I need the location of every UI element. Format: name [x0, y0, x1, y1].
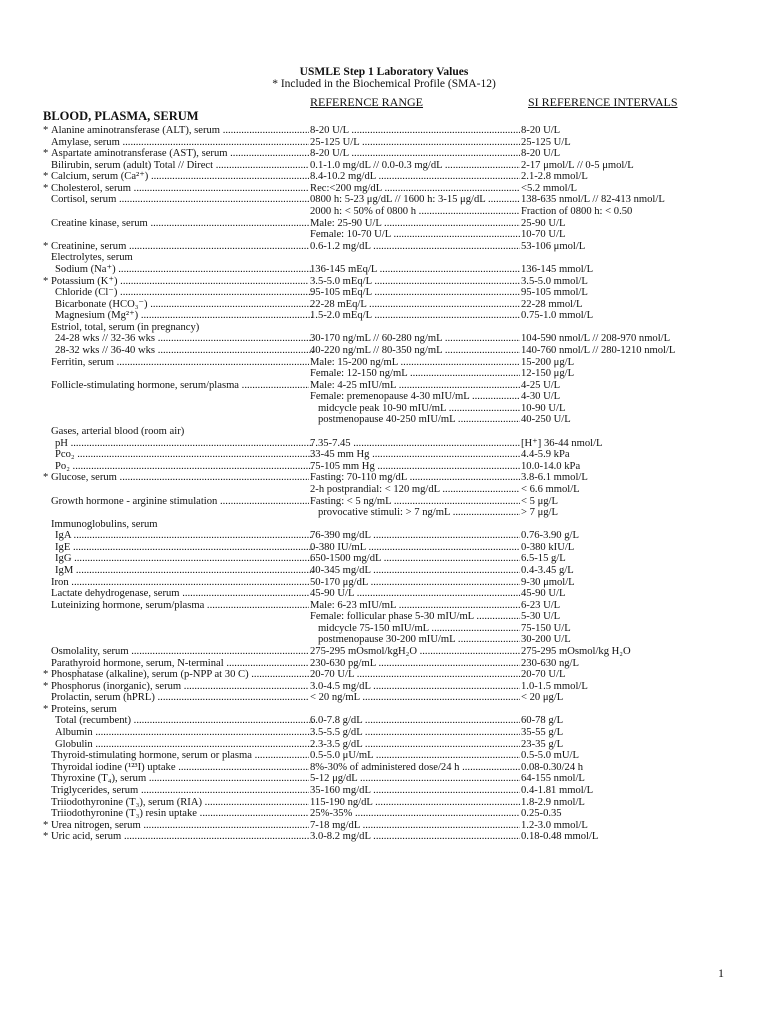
test-name: Triiodothyronine (T₃), serum (RIA) ..... [51, 797, 309, 809]
reference-range: 0.6-1.2 mg/dL ..... [310, 241, 520, 253]
reference-range: 7.35-7.45 ..... [310, 438, 520, 450]
reference-range: 33-45 mm Hg ..... [310, 449, 520, 461]
reference-range: 650-1500 mg/dL ..... [310, 553, 520, 565]
test-name: Ferritin, serum ..... [51, 357, 309, 369]
si-reference-interval: 5-30 U/L [521, 611, 561, 623]
test-name: Amylase, serum ..... [51, 137, 309, 149]
reference-range: 2-h postprandial: < 120 mg/dL ..... [310, 484, 520, 496]
si-reference-interval: < 6.6 mmol/L [521, 483, 580, 495]
test-name: Total (recumbent) ..... [51, 715, 313, 727]
table-row [0, 669, 768, 681]
table-row [0, 553, 768, 565]
reference-range: 8-20 U/L ..... [310, 125, 520, 137]
si-reference-interval: 25-90 U/L [521, 217, 566, 229]
reference-range: 25%-35% ..... [310, 808, 520, 820]
reference-range: 7-18 mg/dL ..... [310, 820, 520, 832]
si-reference-interval: 0.75-1.0 mmol/L [521, 310, 594, 322]
table-row [0, 773, 768, 785]
table-row [0, 449, 768, 461]
table-row [0, 519, 768, 531]
si-reference-interval: < 5 μg/L [521, 495, 558, 507]
reference-range-header: REFERENCE RANGE [310, 95, 424, 109]
test-name: Po₂ ..... [51, 461, 313, 473]
sma12-marker: * [43, 182, 49, 194]
si-reference-interval: 53-106 μmol/L [521, 240, 586, 252]
si-reference-interval: 4.4-5.9 kPa [521, 449, 570, 461]
test-name: Bilirubin, serum (adult) Total // Direct ..... [51, 160, 309, 172]
si-reference-interval: 0.08-0.30/24 h [521, 761, 584, 773]
si-reference-interval: 12-150 μg/L [521, 368, 575, 380]
reference-range: Male: 15-200 ng/mL ..... [310, 357, 520, 369]
reference-range: 75-105 mm Hg ..... [310, 461, 520, 473]
table-row [0, 403, 768, 415]
test-name: 24-28 wks // 32-36 wks ..... [51, 333, 313, 345]
reference-range: Male: 6-23 mIU/mL ..... [310, 600, 520, 612]
reference-range: 136-145 mEq/L ..... [310, 264, 520, 276]
test-name: Phosphatase (alkaline), serum (p-NPP at 30 C) ..... [51, 669, 309, 681]
reference-range: 40-220 ng/mL // 80-350 ng/mL ..... [310, 345, 520, 357]
table-row [0, 496, 768, 508]
test-name: Sodium (Na⁺) ..... [51, 264, 313, 276]
si-reference-interval: 22-28 mmol/L [521, 298, 583, 310]
test-name: 28-32 wks // 36-40 wks ..... [51, 345, 313, 357]
si-reference-interval: Fraction of 0800 h: < 0.50 [521, 206, 633, 218]
reference-range: 3.5-5.0 mEq/L ..... [310, 276, 520, 288]
sma12-marker: * [43, 171, 49, 183]
reference-range: 35-160 mg/dL ..... [310, 785, 520, 797]
sma12-marker: * [43, 831, 49, 843]
table-row [0, 333, 768, 345]
si-reference-interval: 2-17 μmol/L // 0-5 μmol/L [521, 159, 634, 171]
si-reference-interval: 138-635 nmol/L // 82-413 nmol/L [521, 194, 665, 206]
si-reference-interval: < 20 μg/L [521, 692, 564, 704]
reference-range: 0-380 IU/mL ..... [310, 542, 520, 554]
table-row [0, 322, 768, 334]
table-row [0, 634, 768, 646]
test-name: Estriol, total, serum (in pregnancy) [51, 321, 200, 333]
si-reference-interval: 40-250 U/L [521, 414, 571, 426]
reference-range: midcycle peak 10-90 mIU/mL ..... [310, 403, 520, 415]
reference-range: 30-170 ng/mL // 60-280 ng/mL ..... [310, 333, 520, 345]
reference-range: 0.1-1.0 mg/dL // 0.0-0.3 mg/dL ..... [310, 160, 520, 172]
test-name: Proteins, serum [51, 703, 117, 715]
test-name: Globulin ..... [51, 739, 313, 751]
test-name: Thyroxine (T₄), serum ..... [51, 773, 309, 785]
sma12-marker: * [43, 125, 49, 136]
test-name: Thyroidal iodine (¹²³I) uptake ..... [51, 762, 309, 774]
table-row [0, 438, 768, 450]
sma12-marker: * [43, 275, 49, 287]
si-reference-interval: 0.4-1.81 mmol/L [521, 784, 594, 796]
si-reference-interval: 4-30 U/L [521, 391, 561, 403]
reference-range: 275-295 mOsmol/kgH₂O ..... [310, 646, 520, 658]
reference-range: 115-190 ng/dL ..... [310, 797, 520, 809]
si-reference-interval: 45-90 U/L [521, 588, 566, 600]
table-row [0, 507, 768, 519]
si-reference-interval: <5.2 mmol/L [521, 182, 577, 194]
si-reference-interval: 30-200 U/L [521, 634, 571, 646]
table-row [0, 287, 768, 299]
table-row [0, 820, 768, 832]
reference-range: Male: 4-25 mIU/mL ..... [310, 380, 520, 392]
test-name: IgG ..... [51, 553, 313, 565]
test-name: Albumin ..... [51, 727, 313, 739]
si-reference-interval: 15-200 μg/L [521, 356, 575, 368]
table-row [0, 646, 768, 658]
reference-range: Rec:<200 mg/dL ..... [310, 183, 520, 195]
test-name: Prolactin, serum (hPRL) ..... [51, 692, 309, 704]
si-reference-interval: 0-380 kIU/L [521, 541, 575, 553]
test-name: Pco₂ ..... [51, 449, 313, 461]
test-name: IgM ..... [51, 565, 313, 577]
si-reference-interval: > 7 μg/L [521, 507, 558, 519]
si-reference-interval: 140-760 nmol/L // 280-1210 nmol/L [521, 344, 676, 356]
si-reference-interval: 10-90 U/L [521, 402, 566, 414]
si-reference-interval: 35-55 g/L [521, 727, 564, 739]
si-reference-interval: 275-295 mOsmol/kg H₂O [521, 646, 631, 658]
reference-range: 20-70 U/L ..... [310, 669, 520, 681]
si-reference-interval: 10-70 U/L [521, 229, 566, 241]
table-row [0, 727, 768, 739]
table-row [0, 148, 768, 160]
table-row [0, 380, 768, 392]
si-reference-interval: 230-630 ng/L [521, 657, 579, 669]
reference-range: provocative stimuli: > 7 ng/mL ..... [310, 507, 520, 519]
table-row [0, 785, 768, 797]
table-row [0, 391, 768, 403]
test-name: Thyroid-stimulating hormone, serum or plasma ..... [51, 750, 309, 762]
table-row [0, 252, 768, 264]
test-name: Luteinizing hormone, serum/plasma ..... [51, 600, 309, 612]
table-row [0, 588, 768, 600]
table-row [0, 681, 768, 693]
table-row [0, 357, 768, 369]
reference-range: Male: 25-90 U/L ..... [310, 218, 520, 230]
test-name: Osmolality, serum ..... [51, 646, 309, 658]
reference-range: Female: 12-150 ng/mL ..... [310, 368, 520, 380]
si-reference-interval: 1.2-3.0 mmol/L [521, 819, 588, 831]
table-row [0, 704, 768, 716]
table-row [0, 229, 768, 241]
si-reference-interval: 60-78 g/L [521, 715, 564, 727]
test-name: Triglycerides, serum ..... [51, 785, 309, 797]
reference-range: postmenopause 30-200 mIU/mL ..... [310, 634, 520, 646]
test-name: Uric acid, serum ..... [51, 831, 309, 843]
reference-range: Female: follicular phase 5-30 mIU/mL ..... [310, 611, 520, 623]
table-row [0, 194, 768, 206]
test-name: Growth hormone - arginine stimulation ..... [51, 496, 309, 508]
table-row [0, 461, 768, 473]
si-reference-interval: [H⁺] 36-44 nmol/L [521, 437, 603, 449]
test-name: Electrolytes, serum [51, 252, 133, 264]
reference-range: 0.5-5.0 μU/mL ..... [310, 750, 520, 762]
si-reference-interval: 6-23 U/L [521, 599, 561, 611]
si-reference-interval: 104-590 nmol/L // 208-970 nmol/L [521, 333, 671, 345]
reference-range: 76-390 mg/dL ..... [310, 530, 520, 542]
sma12-marker: * [43, 472, 49, 484]
page-subtitle: * Included in the Biochemical Profile (SMA-12) [272, 78, 496, 90]
reference-range: 3.0-4.5 mg/dL ..... [310, 681, 520, 693]
table-row [0, 171, 768, 183]
table-row [0, 692, 768, 704]
sma12-marker: * [43, 669, 49, 681]
table-row [0, 160, 768, 172]
table-row [0, 530, 768, 542]
lab-values-table [0, 125, 768, 843]
test-name: Potassium (K⁺) ..... [51, 276, 309, 288]
si-reference-interval: 0.5-5.0 mU/L [521, 750, 579, 762]
table-row [0, 368, 768, 380]
test-name: IgE ..... [51, 542, 313, 554]
table-row [0, 542, 768, 554]
test-name: Cholesterol, serum ..... [51, 183, 309, 195]
reference-range: 2000 h: < 50% of 0800 h ..... [310, 206, 520, 218]
test-name: Calcium, serum (Ca²⁺) ..... [51, 171, 309, 183]
table-row [0, 241, 768, 253]
table-row [0, 484, 768, 496]
table-row [0, 623, 768, 635]
test-name: Cortisol, serum ..... [51, 194, 309, 206]
si-reference-interval: 23-35 g/L [521, 738, 564, 750]
reference-range: 230-630 pg/mL ..... [310, 658, 520, 670]
test-name: pH ..... [51, 438, 313, 450]
sma12-marker: * [43, 148, 49, 160]
test-name: Aspartate aminotransferase (AST), serum ..... [51, 148, 309, 160]
reference-range: < 20 ng/mL ..... [310, 692, 520, 704]
reference-range: Fasting: 70-110 mg/dL ..... [310, 472, 520, 484]
section-heading: BLOOD, PLASMA, SERUM [43, 109, 199, 123]
table-row [0, 831, 768, 843]
test-name: Creatinine, serum ..... [51, 241, 309, 253]
table-row [0, 600, 768, 612]
si-reference-interval: 0.76-3.90 g/L [521, 530, 579, 542]
test-name: Glucose, serum ..... [51, 472, 309, 484]
si-reference-interval: 3.8-6.1 mmol/L [521, 472, 588, 484]
table-row [0, 310, 768, 322]
table-row [0, 345, 768, 357]
test-name: Triiodothyronine (T₃) resin uptake ..... [51, 808, 309, 820]
si-reference-interval: 0.4-3.45 g/L [521, 564, 574, 576]
table-row [0, 426, 768, 438]
reference-range: 8.4-10.2 mg/dL ..... [310, 171, 520, 183]
reference-range: Fasting: < 5 ng/mL ..... [310, 496, 520, 508]
si-reference-interval: 2.1-2.8 mmol/L [521, 171, 588, 183]
sma12-marker: * [43, 703, 49, 715]
page-title: USMLE Step 1 Laboratory Values [299, 66, 469, 78]
table-row [0, 797, 768, 809]
test-name: Immunoglobulins, serum [51, 518, 158, 530]
si-reference-interval: 1.8-2.9 nmol/L [521, 796, 585, 808]
test-name: Urea nitrogen, serum ..... [51, 820, 309, 832]
table-row [0, 137, 768, 149]
si-reference-interval: 136-145 mmol/L [521, 263, 594, 275]
table-row [0, 715, 768, 727]
reference-range: 1.5-2.0 mEq/L ..... [310, 310, 520, 322]
si-reference-interval: 20-70 U/L [521, 669, 566, 681]
table-row [0, 299, 768, 311]
reference-range: 6.0-7.8 g/dL ..... [310, 715, 520, 727]
table-row [0, 750, 768, 762]
reference-range: midcycle 75-150 mIU/mL ..... [310, 623, 520, 635]
reference-range: Female: 10-70 U/L ..... [310, 229, 520, 241]
si-reference-interval: 95-105 mmol/L [521, 287, 588, 299]
table-row [0, 762, 768, 774]
reference-range: 40-345 mg/dL ..... [310, 565, 520, 577]
si-reference-interval: 8-20 U/L [521, 148, 561, 160]
test-name: Magnesium (Mg²⁺) ..... [51, 310, 313, 322]
test-name: IgA ..... [51, 530, 313, 542]
si-reference-interval: 0.25-0.35 [521, 808, 562, 820]
reference-range: 2.3-3.5 g/dL ..... [310, 739, 520, 751]
test-name: Lactate dehydrogenase, serum ..... [51, 588, 309, 600]
reference-range: 3.5-5.5 g/dL ..... [310, 727, 520, 739]
reference-range: 8%-30% of administered dose/24 h ..... [310, 762, 520, 774]
test-name: Phosphorus (inorganic), serum ..... [51, 681, 309, 693]
test-name: Creatine kinase, serum ..... [51, 218, 309, 230]
table-row [0, 658, 768, 670]
test-name: Bicarbonate (HCO₃⁻) ..... [51, 299, 313, 311]
sma12-marker: * [43, 680, 49, 692]
si-reference-interval: 8-20 U/L [521, 125, 561, 136]
table-row [0, 577, 768, 589]
table-row [0, 808, 768, 820]
table-row [0, 611, 768, 623]
reference-range: Female: premenopause 4-30 mIU/mL ..... [310, 391, 520, 403]
si-reference-interval: 1.0-1.5 mmol/L [521, 680, 588, 692]
si-reference-header: SI REFERENCE INTERVALS [528, 95, 678, 109]
si-reference-interval: 64-155 nmol/L [521, 773, 585, 785]
si-reference-interval: 0.18-0.48 mmol/L [521, 831, 599, 843]
test-name: Parathyroid hormone, serum, N-terminal ..... [51, 658, 309, 670]
test-name: Alanine aminotransferase (ALT), serum ..... [51, 125, 309, 137]
test-name: Chloride (Cl⁻) ..... [51, 287, 313, 299]
reference-range: 22-28 mEq/L ..... [310, 299, 520, 311]
reference-range: postmenopause 40-250 mIU/mL ..... [310, 414, 520, 426]
table-row [0, 739, 768, 751]
si-reference-interval: 10.0-14.0 kPa [521, 460, 581, 472]
table-row [0, 276, 768, 288]
si-reference-interval: 4-25 U/L [521, 379, 561, 391]
si-reference-interval: 6.5-15 g/L [521, 553, 566, 565]
table-row [0, 414, 768, 426]
test-name: Gases, arterial blood (room air) [51, 426, 185, 438]
table-row [0, 125, 768, 137]
si-reference-interval: 9-30 μmol/L [521, 576, 575, 588]
table-row [0, 565, 768, 577]
si-reference-interval: 3.5-5.0 mmol/L [521, 275, 588, 287]
si-reference-interval: 25-125 U/L [521, 136, 571, 148]
reference-range: 8-20 U/L ..... [310, 148, 520, 160]
reference-range: 3.0-8.2 mg/dL ..... [310, 831, 520, 843]
test-name: Follicle-stimulating hormone, serum/plasma ..... [51, 380, 309, 392]
page-number: 1 [718, 966, 724, 980]
reference-range: 25-125 U/L ..... [310, 137, 520, 149]
test-name: Iron ..... [51, 577, 309, 589]
reference-range: 0800 h: 5-23 μg/dL // 1600 h: 3-15 μg/dL ..... [310, 194, 520, 206]
table-row [0, 206, 768, 218]
table-row [0, 183, 768, 195]
table-row [0, 218, 768, 230]
sma12-marker: * [43, 240, 49, 252]
si-reference-interval: 75-150 U/L [521, 622, 571, 634]
reference-range: 95-105 mEq/L ..... [310, 287, 520, 299]
table-row [0, 264, 768, 276]
reference-range: 5-12 μg/dL ..... [310, 773, 520, 785]
reference-range: 45-90 U/L ..... [310, 588, 520, 600]
reference-range: 50-170 μg/dL ..... [310, 577, 520, 589]
table-row [0, 472, 768, 484]
sma12-marker: * [43, 819, 49, 831]
